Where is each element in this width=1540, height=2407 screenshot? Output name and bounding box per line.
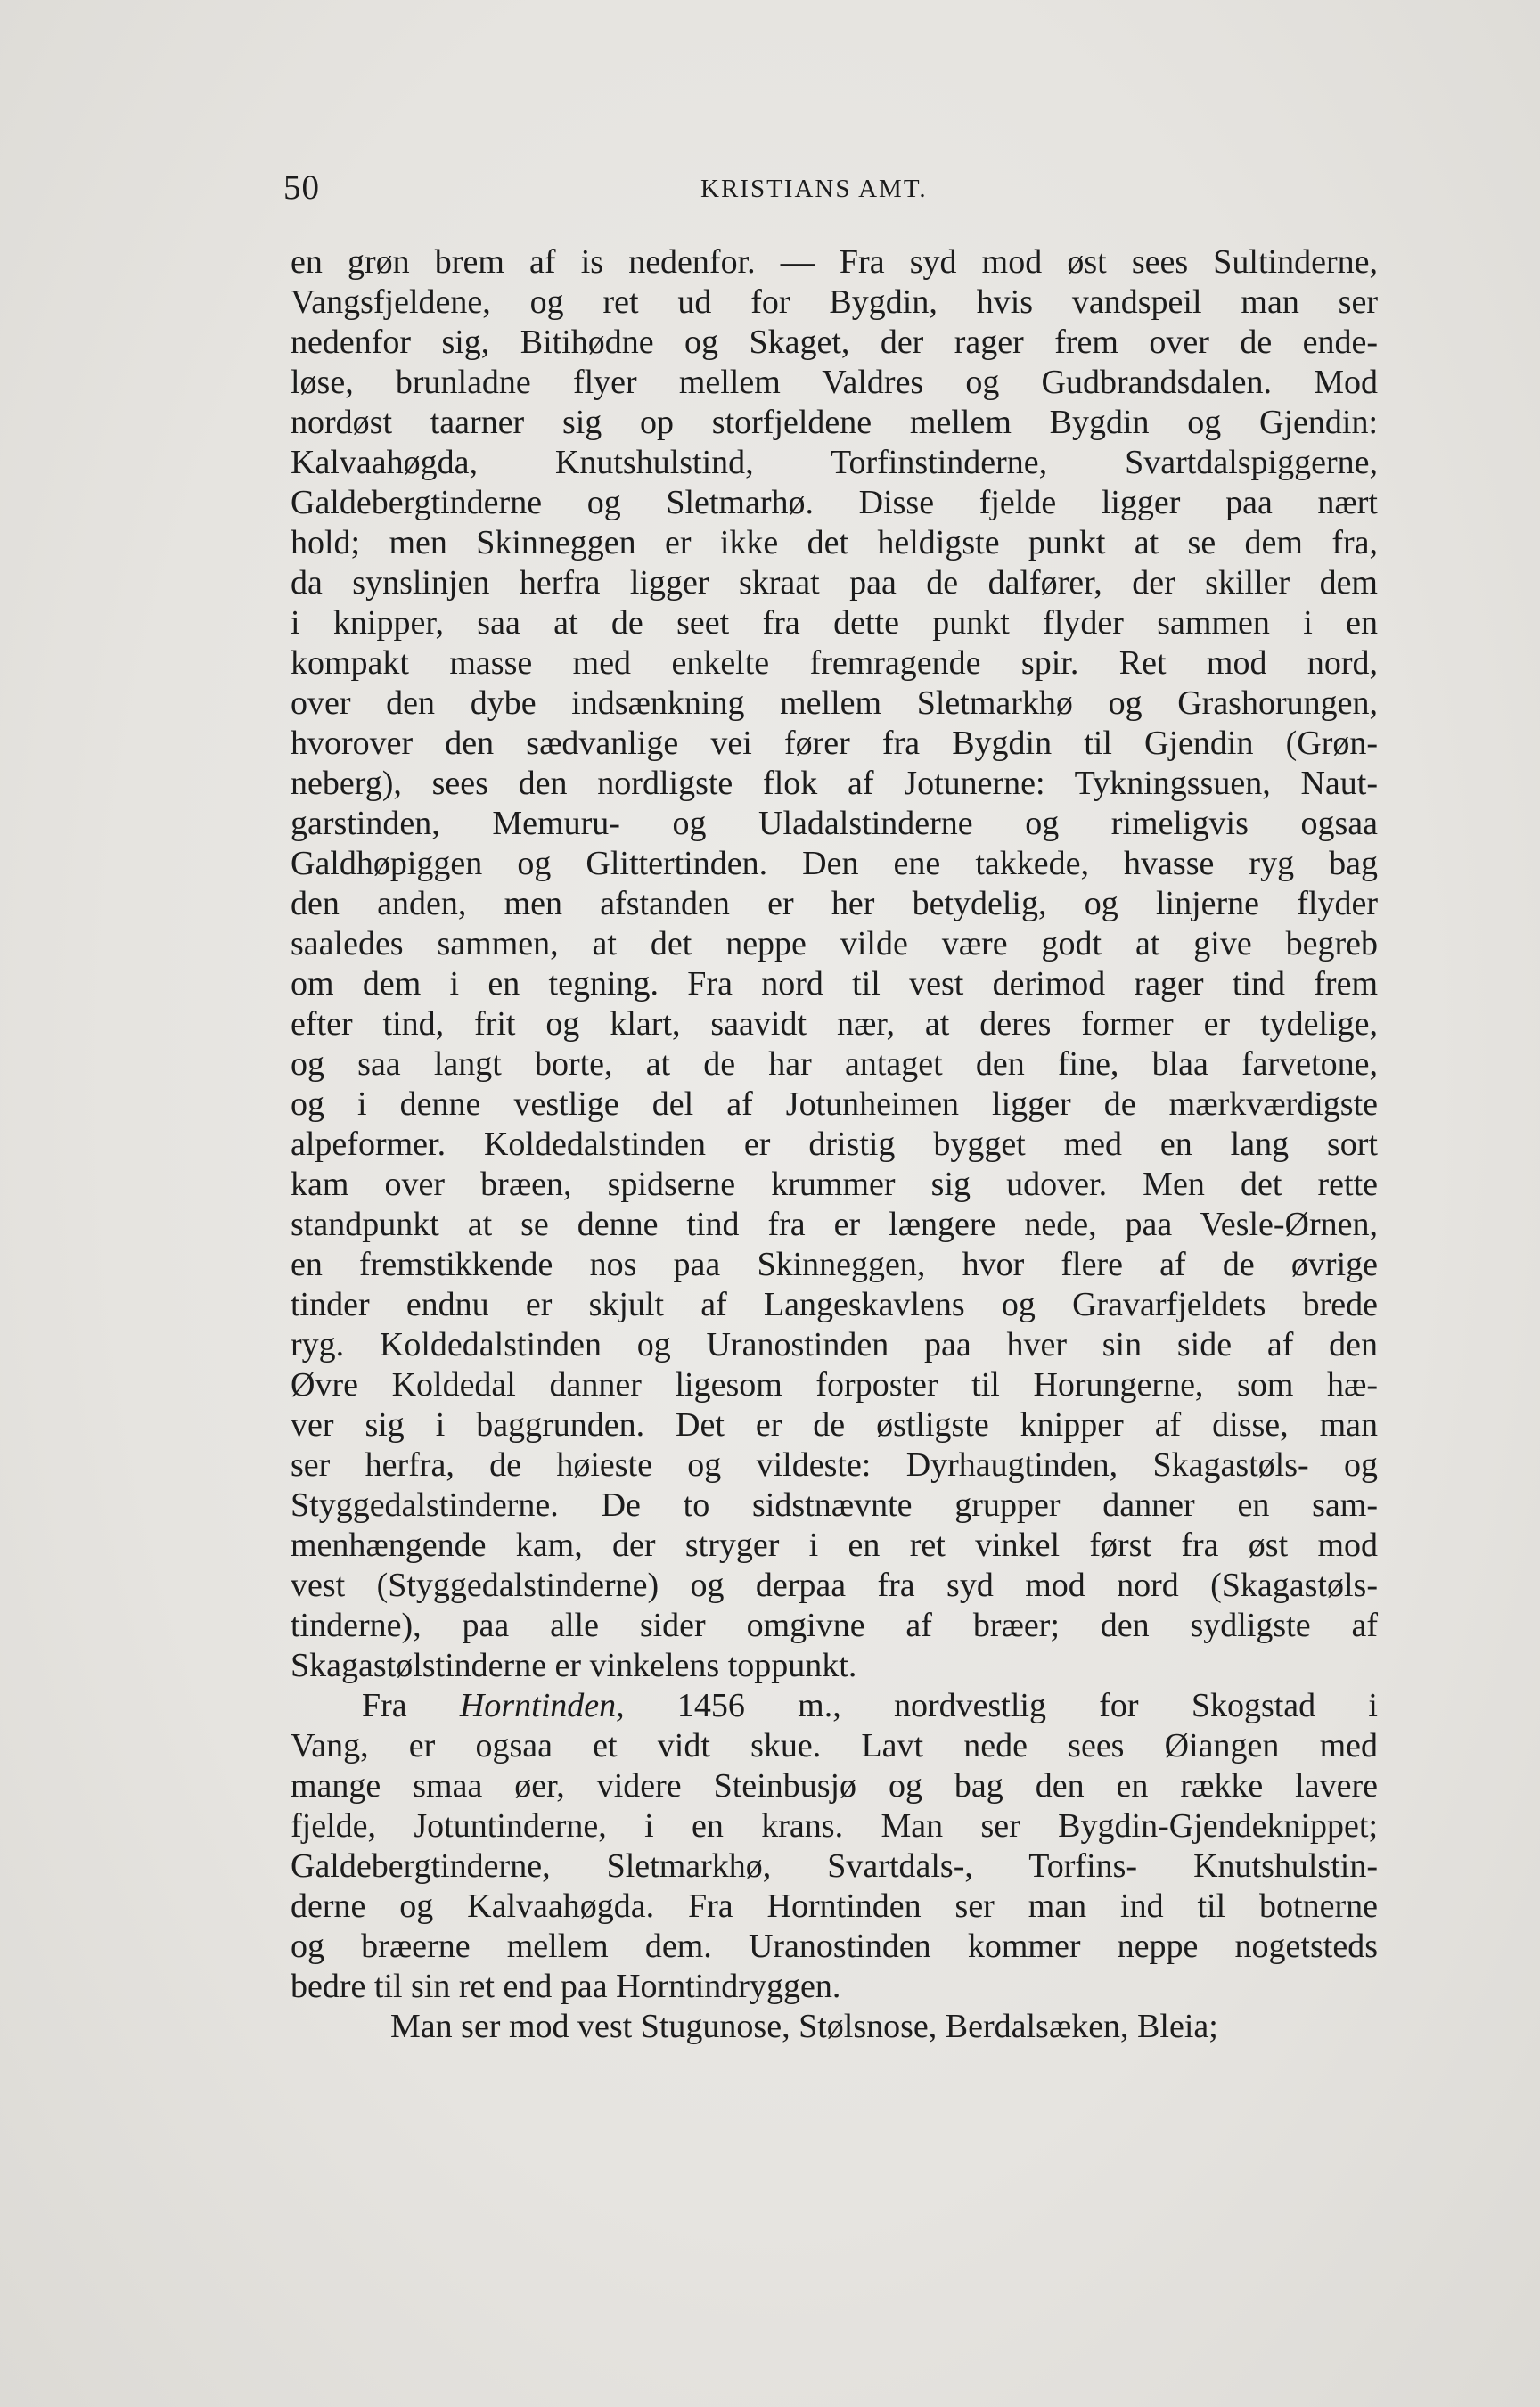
text-line: over den dybe indsænkning mellem Sletmarkhø og Grashorungen, [291, 684, 1378, 722]
text-line: mange smaa øer, videre Steinbusjø og bag den en række lavere [291, 1767, 1378, 1805]
page-header [283, 168, 1308, 217]
text-line: Vang, er ogsaa et vidt skue. Lavt nede sees Øiangen med [291, 1727, 1378, 1764]
text-line: den anden, men afstanden er her betydelig, og linjerne flyder [291, 885, 1378, 922]
text-line: bedre til sin ret end paa Horntindryggen. [291, 1968, 841, 2005]
text-line: hvorover den sædvanlige vei fører fra Bygdin til Gjendin (Grøn- [291, 725, 1378, 762]
text-line: kompakt masse med enkelte fremragende spir. Ret mod nord, [291, 644, 1378, 682]
text-line: Man ser mod vest Stugunose, Stølsnose, Berdalsæken, Bleia; [390, 2008, 1218, 2045]
text-line: og saa langt borte, at de har antaget den fine, blaa farvetone, [291, 1045, 1378, 1083]
text-line: Galdebergtinderne, Sletmarkhø, Svartdals-, Torfins- Knutshulstin- [291, 1847, 1378, 1885]
text-line: nordøst taarner sig op storfjeldene mellem Bygdin og Gjendin: [291, 404, 1378, 441]
text-line: Galdebergtinderne og Sletmarhø. Disse fjelde ligger paa nært [291, 484, 1378, 521]
text-line: ryg. Koldedalstinden og Uranostinden paa hver sin side af den [291, 1326, 1378, 1363]
text-line: da synslinjen herfra ligger skraat paa de dalfører, der skiller dem [291, 564, 1378, 602]
text-line: tinder endnu er skjult af Langeskavlens og Gravarfjeldets brede [291, 1286, 1378, 1323]
page-number: 50 [283, 168, 320, 207]
text-line: Skagastølstinderne er vinkelens toppunkt. [291, 1647, 857, 1684]
text-line: løse, brunladne flyer mellem Valdres og Gudbrandsdalen. Mod [291, 364, 1378, 401]
text-line: i knipper, saa at de seet fra dette punkt flyder sammen i en [291, 604, 1378, 642]
text-line: Øvre Koldedal danner ligesom forposter til Horungerne, som hæ- [291, 1366, 1378, 1404]
text-line: og i denne vestlige del af Jotunheimen ligger de mærkværdigste [291, 1085, 1378, 1123]
text-line: derne og Kalvaahøgda. Fra Horntinden ser man ind til botnerne [291, 1887, 1378, 1925]
text-line: en fremstikkende nos paa Skinneggen, hvor flere af de øvrige [291, 1246, 1378, 1283]
text-line: garstinden, Memuru- og Uladalstinderne og rimeligvis ogsaa [291, 805, 1378, 842]
text-line: Vangsfjeldene, og ret ud for Bygdin, hvis vandspeil man ser [291, 283, 1378, 321]
text-line: menhængende kam, der stryger i en ret vinkel først fra øst mod [291, 1527, 1378, 1564]
text-line: vest (Styggedalstinderne) og derpaa fra syd mod nord (Skagastøls- [291, 1567, 1378, 1604]
text-line: Galdhøpiggen og Glittertinden. Den ene takkede, hvasse ryg bag [291, 845, 1378, 882]
text-line: efter tind, frit og klart, saavidt nær, at deres former er tydelige, [291, 1005, 1378, 1043]
text-line: om dem i en tegning. Fra nord til vest derimod rager tind frem [291, 965, 1378, 1003]
text-line: tinderne), paa alle sider omgivne af bræer; den sydligste af [291, 1607, 1378, 1644]
text-line: standpunkt at se denne tind fra er længere nede, paa Vesle-Ørnen, [291, 1206, 1378, 1243]
text-line: neberg), sees den nordligste flok af Jotunerne: Tykningssuen, Naut- [291, 765, 1378, 802]
text-line: fjelde, Jotuntinderne, i en krans. Man ser Bygdin-Gjendeknippet; [291, 1807, 1378, 1845]
text-line: Styggedalstinderne. De to sidstnævnte grupper danner en sam- [291, 1486, 1378, 1524]
text-line: en grøn brem af is nedenfor. — Fra syd mod øst sees Sultinderne, [291, 243, 1378, 281]
text-line: kam over bræen, spidserne krummer sig udover. Men det rette [291, 1166, 1378, 1203]
text-line: Kalvaahøgda, Knutshulstind, Torfinstinderne, Svartdalspiggerne, [291, 444, 1378, 481]
text-line: Fra Horntinden, 1456 m., nordvestlig for Skogstad i [362, 1687, 1378, 1724]
paragraph-1 [291, 242, 1378, 1686]
text-line: alpeformer. Koldedalstinden er dristig bygget med en lang sort [291, 1126, 1378, 1163]
text-line: ser herfra, de høieste og vildeste: Dyrhaugtinden, Skagastøls- og [291, 1446, 1378, 1484]
text-line: nedenfor sig, Bitihødne og Skaget, der rager frem over de ende- [291, 323, 1378, 361]
text-line: og bræerne mellem dem. Uranostinden kommer neppe nogetsteds [291, 1928, 1378, 1965]
paragraph-2 [291, 1686, 1378, 2007]
text-line: hold; men Skinneggen er ikke det heldigste punkt at se dem fra, [291, 524, 1378, 561]
text-line: ver sig i baggrunden. Det er de østligste knipper af disse, man [291, 1406, 1378, 1444]
paragraph-3 [291, 2007, 1378, 2047]
text-line: saaledes sammen, at det neppe vilde være godt at give begreb [291, 925, 1378, 962]
running-title: KRISTIANS AMT. [700, 175, 928, 203]
body-text [291, 242, 1378, 2047]
place-name-italic: Horntinden, [459, 1687, 625, 1724]
